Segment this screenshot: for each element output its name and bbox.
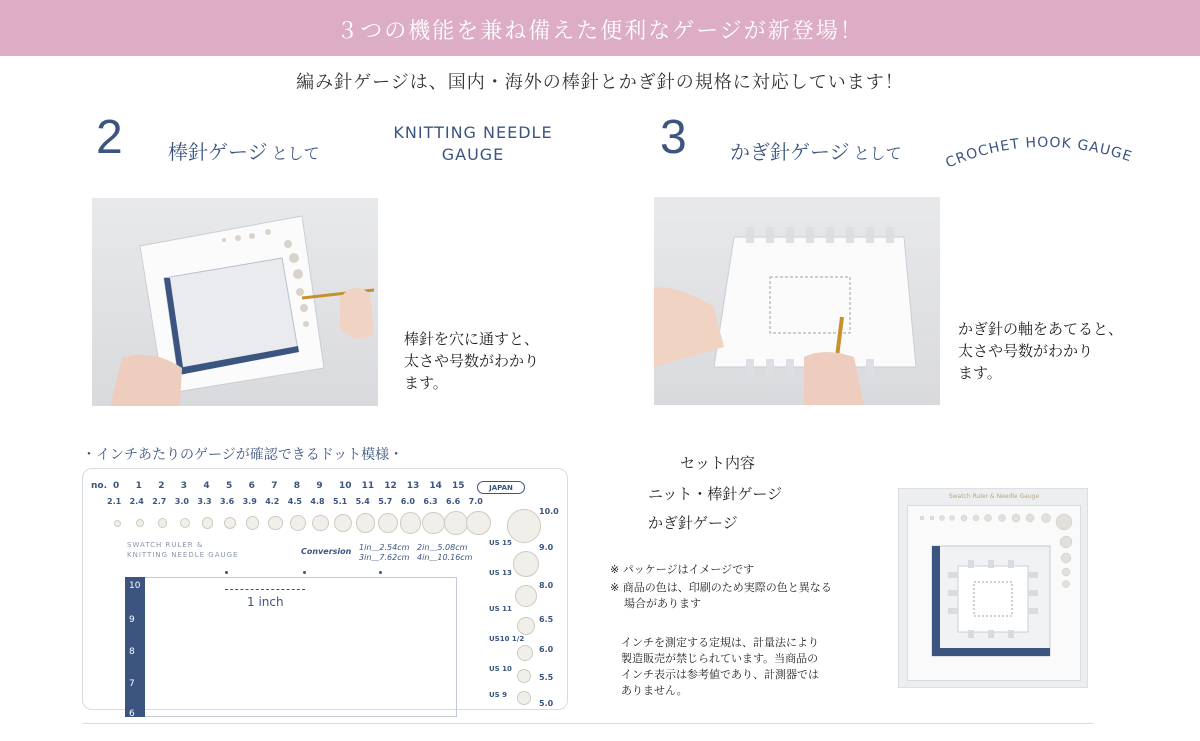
set-item: かぎ針ゲージ: [648, 514, 738, 532]
large-hole: [517, 691, 531, 705]
mm-value: 6.6: [446, 497, 461, 506]
mm-value: 5.4: [355, 497, 370, 506]
ruler-number: 9: [129, 615, 135, 625]
right-mm-label: 6.5: [539, 615, 554, 624]
large-hole: [513, 551, 539, 577]
mm-value: 4.5: [287, 497, 302, 506]
needle-hole: [202, 517, 213, 528]
needle-number: 0: [113, 481, 120, 491]
inch-label: 1 inch: [247, 595, 284, 609]
crochet-gauge-photo: [654, 197, 940, 405]
conversion-2-line1: 2in＿5.08cm: [417, 543, 468, 552]
note-color-line1: ※ 商品の色は、印刷のため実際の色と異なる: [610, 581, 832, 594]
note-color-line2: 場合があります: [624, 597, 701, 610]
note-package: ※ パッケージはイメージです: [610, 563, 755, 576]
section2-english: [388, 122, 558, 166]
conversion-2: [417, 543, 472, 563]
us-size-label: US 13: [489, 569, 512, 577]
ruler-number: 7: [129, 679, 135, 689]
right-mm-label: 5.0: [539, 699, 554, 708]
package-image: [898, 488, 1088, 688]
mm-value: 5.1: [333, 497, 348, 506]
needle-hole: [356, 513, 375, 532]
ruler-number: 8: [129, 647, 135, 657]
mm-value: 7.0: [468, 497, 483, 506]
needle-hole: [114, 520, 121, 527]
conversion-1: [359, 543, 409, 563]
gauge-dot: [303, 571, 306, 574]
inch-indicator: [225, 589, 305, 590]
needle-hole: [180, 518, 190, 528]
needle-number: 13: [406, 481, 420, 491]
swatch-label: [127, 540, 238, 560]
section3-desc-line2: 太さや号数がわかり: [958, 342, 1094, 360]
mm-value: 2.4: [129, 497, 144, 506]
swatch-window: [125, 577, 457, 717]
mm-value: 4.2: [265, 497, 280, 506]
banner-title: ３つの機能を兼ね備えた便利なゲージが新登場！: [336, 19, 864, 44]
us-size-label: US 9: [489, 691, 508, 699]
us-size-label: US 15: [489, 539, 512, 547]
needle-hole: [334, 514, 352, 532]
section3-desc-line3: ます。: [958, 364, 1002, 382]
dot-pattern-caption: ・インチあたりのゲージが確認できるドット模様・: [82, 447, 404, 463]
section3-english: CROCHET HOOK GAUGE: [943, 134, 1135, 172]
needle-number: 5: [226, 481, 233, 491]
needle-number: 6: [248, 481, 255, 491]
ruler-number: 6: [129, 709, 135, 719]
section2-number: 2: [96, 111, 123, 164]
needle-hole: [136, 519, 144, 527]
right-mm-label: 9.0: [539, 543, 554, 552]
needle-hole: [312, 515, 329, 532]
section2-english-line1: KNITTING NEEDLE: [393, 123, 553, 142]
mm-value: 2.1: [107, 497, 122, 506]
note-legal-line4: ありません。: [621, 684, 688, 697]
needle-number: 4: [203, 481, 210, 491]
needle-number: 7: [271, 481, 278, 491]
needle-hole: [224, 517, 237, 530]
right-mm-label: 5.5: [539, 673, 554, 682]
needle-number: 12: [384, 481, 397, 491]
ruler-number: 10: [129, 581, 141, 591]
section3-number: 3: [660, 111, 687, 164]
large-hole: [517, 669, 531, 683]
section3-heading-suffix: として: [853, 144, 902, 163]
needle-number: 3: [180, 481, 188, 491]
mm-value: 3.9: [242, 497, 257, 506]
needle-number: 9: [316, 481, 323, 491]
right-mm-label: 10.0: [539, 507, 559, 516]
needle-hole: [246, 516, 260, 530]
svg-text:CROCHET HOOK GAUGE: [943, 135, 1134, 172]
section2-heading-suffix: として: [271, 144, 320, 163]
needle-hole: [290, 515, 306, 531]
bottom-divider: [82, 723, 1094, 724]
package-gauge-illustration: [908, 506, 1082, 682]
section3-desc-line1: かぎ針の軸をあてると、: [958, 320, 1124, 338]
section2-desc-line1: 棒針を穴に通すと、: [404, 330, 540, 348]
set-item: ニット・棒針ゲージ: [648, 485, 783, 503]
gauge-dot: [379, 571, 382, 574]
knitting-gauge-photo: [92, 198, 378, 406]
section2-desc-line3: ます。: [404, 374, 448, 392]
note-legal: [621, 635, 861, 699]
top-banner: [0, 0, 1200, 56]
gauge-dot: [225, 571, 228, 574]
mm-value: 3.3: [197, 497, 212, 506]
needle-number: 10: [339, 481, 352, 491]
mm-value: 3.0: [174, 497, 189, 506]
swatch-label-line1: SWATCH RULER &: [127, 541, 204, 549]
package-title: Swatch Ruler & Needle Gauge: [948, 493, 1040, 500]
mm-value: 6.3: [423, 497, 438, 506]
japan-badge: JAPAN: [477, 481, 525, 494]
note-legal-line2: 製造販売が禁じられています。当商品の: [621, 652, 819, 665]
needle-number: 8: [293, 481, 301, 491]
needle-number: 2: [158, 481, 165, 491]
section2-description: [404, 328, 539, 394]
needle-hole: [422, 512, 444, 534]
large-hole: [517, 645, 533, 661]
crochet-gauge-illustration: [654, 197, 940, 405]
section2-heading: [168, 136, 320, 165]
note-color: [610, 580, 832, 612]
note-legal-line1: インチを測定する定規は、計量法により: [621, 636, 819, 649]
mm-value: 6.0: [400, 497, 415, 506]
mm-value: 5.7: [378, 497, 393, 506]
large-hole: [517, 617, 535, 635]
section2-desc-line2: 太さや号数がわかり: [404, 352, 540, 370]
note-legal-line3: インチ表示は参考値であり、計測器では: [621, 668, 819, 681]
swatch-label-line2: KNITTING NEEDLE GAUGE: [127, 551, 239, 559]
gauge-detail: [82, 468, 568, 719]
ruler-strip: [125, 577, 145, 717]
needle-number: 11: [361, 481, 375, 491]
needle-hole: [268, 516, 283, 531]
conversion-1-line2: 3in＿7.62cm: [359, 553, 410, 562]
mm-value: 3.6: [220, 497, 235, 506]
needle-no-label: no.: [91, 481, 108, 491]
large-hole: [507, 509, 541, 543]
mm-value: 2.7: [152, 497, 167, 506]
subtitle: 編み針ゲージは、国内・海外の棒針とかぎ針の規格に対応しています！: [296, 72, 904, 93]
needle-number: 15: [452, 481, 465, 491]
conversion-label: Conversion: [301, 547, 352, 556]
conversion-1-line1: 1in＿2.54cm: [359, 543, 410, 552]
us-size-label: US 10: [489, 665, 512, 673]
mm-value: 4.8: [310, 497, 325, 506]
needle-hole: [444, 511, 468, 535]
knitting-gauge-illustration: [92, 198, 378, 406]
section3-english-arc: [940, 116, 1176, 190]
section3-heading: [730, 136, 902, 165]
section2-english-line2: GAUGE: [441, 145, 505, 164]
needle-hole: [400, 512, 421, 533]
section2-heading-text: 棒針ゲージ: [168, 140, 268, 164]
right-mm-label: 6.0: [539, 645, 554, 654]
right-mm-label: 8.0: [539, 581, 554, 590]
needle-hole: [466, 511, 491, 536]
large-hole: [515, 585, 537, 607]
section3-description: [958, 318, 1123, 384]
package-card: [907, 505, 1081, 681]
set-title: セット内容: [680, 454, 756, 472]
conversion-2-line2: 4in＿10.16cm: [417, 553, 473, 562]
needle-hole: [378, 513, 398, 533]
needle-number: 14: [429, 481, 442, 491]
us-size-label: US 11: [489, 605, 512, 613]
us-size-label: US10 1/2: [489, 635, 525, 643]
needle-number: 1: [135, 481, 142, 491]
section3-heading-text: かぎ針ゲージ: [730, 140, 850, 164]
needle-hole: [158, 518, 167, 527]
